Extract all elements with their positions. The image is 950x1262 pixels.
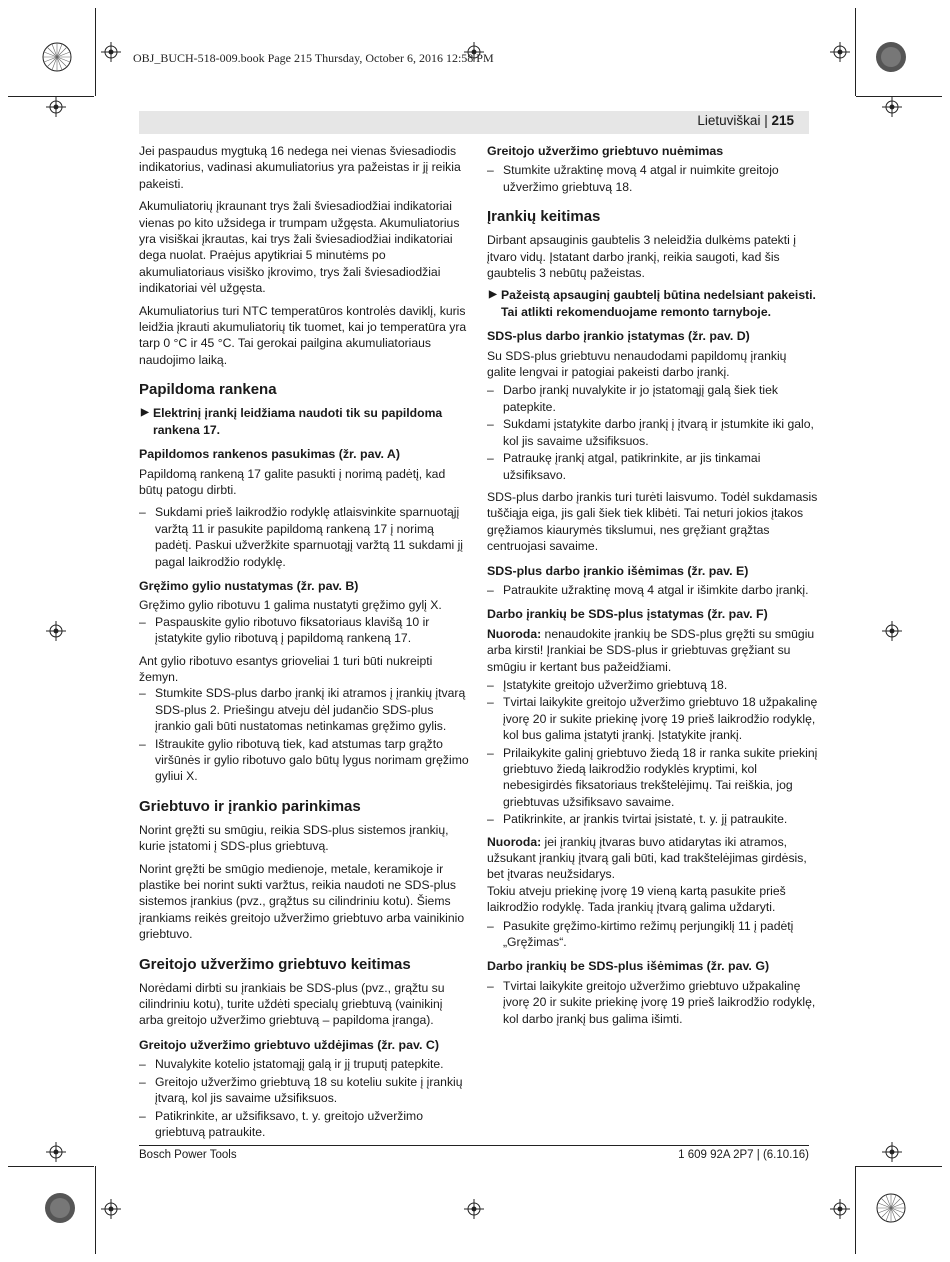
crop-line [95,1166,96,1254]
footer-doc-number: 1 609 92A 2P7 | (6.10.16) [678,1149,809,1161]
subsection-heading: Greitojo užveržimo griebtuvo nuėmimas [487,144,724,158]
list-item: – Nuvalykite kotelio įstatomąjį galą ir jį truputį patepkite. [139,1056,470,1072]
list-item: – Stumkite SDS-plus darbo įrankį iki atramos į įrankių įtvarą SDS-plus 2. Priešingu atveju dėl judančio SDS-plus įrankio gali būti nustatomas netinkamas gręžimo gylis. [139,685,470,734]
subsection-heading: SDS-plus darbo įrankio išėmimas (žr. pav. E) [487,563,749,578]
paragraph: Ant gylio ribotuvo esantys grioveliai 1 turi būti nukreipti žemyn. [139,653,433,684]
paragraph: Norint gręžti su smūgiu, reikia SDS-plus sistemos įrankių, kurie įstatomi į SDS-plus griebtuvą. [139,822,449,854]
section-heading: Įrankių keitimas [487,208,601,226]
warning-text: Pažeistą apsauginį gaubtelį būtina nedelsiant pakeisti. Tai atlikti rekomenduojame remonto tarnyboje. [501,288,816,319]
list-item: – Sukdami įstatykite darbo įrankį į įtvarą ir įstumkite iki galo, kol jis savaime užsifiksuos. [487,416,818,449]
dash-list [487,677,818,828]
paragraph: Tokiu atveju priekinę įvorę 19 vieną kartą pasukite prieš laikrodžio rodyklę. Tada įrankių įtvarą galima uždaryti. [487,883,786,915]
crop-line [855,8,856,96]
subsection-heading: Gręžimo gylio nustatymas (žr. pav. B) [139,578,359,593]
crop-line [8,1166,94,1167]
dash-list [487,918,818,951]
paragraph: SDS-plus darbo įrankis turi turėti laisvumo. Todėl sukdamasis tuščiąja eiga, jis gali šiek tiek klibėti. Tai neturi jokios įtakos gręžiamos kiaurymės tikslumui, nes gręžiant grąžtas centruojasi savaime. [487,489,818,554]
list-item: – Stumkite užraktinę movą 4 atgal ir nuimkite greitojo užveržimo griebtuvą 18. [487,162,818,195]
crosshair-mark [46,97,66,117]
left-column [139,143,470,1146]
crop-line [855,1166,856,1254]
section-heading: Griebtuvo ir įrankio parinkimas [139,797,361,815]
registration-mark-top-right [869,35,913,79]
list-item: – Prilaikykite galinį griebtuvo žiedą 18 ir ranka sukite priekinį griebtuvo žiedą laikrodžio rodyklės kryptimi, kol nebesigirdės fiksatoriaus trekštelėjimų. Tai reiškia, jog griebtuvas užsifiksavo savaime. [487,745,818,811]
warning-text: Elektrinį įrankį leidžiama naudoti tik su papildoma rankena 17. [153,406,443,437]
section-heading: Papildoma rankena [139,381,277,399]
triangle-bullet-icon: ▶ [141,407,149,419]
note-paragraph [487,834,818,883]
paragraph: Papildomą rankeną 17 galite pasukti į norimą padėtį, kad būtų patogu dirbti. [139,466,446,497]
list-item: – Sukdami prieš laikrodžio rodyklę atlaisvinkite sparnuotąjį varžtą 11 ir pasukite papildomą rankeną 17 į norimą padėtį. Paskui užveržkite sparnuotąjį varžtą 11 sukdami jį pagal laikrodžio rodyklę. [139,504,470,570]
registration-mark-bottom-left [38,1186,82,1230]
crop-line [856,96,942,97]
note-text: nenaudokite įrankių be SDS-plus gręžti su smūgiu arba kirsti! Įrankiai be SDS-plus ir griebtuvas gręžiant su smūgiu ir kertant bus pažeidžiami. [487,626,815,674]
list-item: – Pasukite gręžimo-kirtimo režimų perjungiklį 11 į padėtį „Gręžimas“. [487,918,818,951]
crosshair-mark [101,1199,121,1219]
crop-line [8,96,94,97]
registration-mark-bottom-right [869,1186,913,1230]
dash-list [487,162,818,195]
list-item: – Tvirtai laikykite greitojo užveržimo griebtuvo 18 užpakalinę įvorę 20 ir sukite priekinę įvorę 19 prieš laikrodžio rodyklę, kol bus galima įstatyti įrankį. Įstatykite įrankį. [487,694,818,743]
dash-list [139,504,470,570]
list-item: – Įstatykite greitojo užveržimo griebtuvą 18. [487,677,818,693]
dash-list [487,978,818,1027]
footer-rule [139,1145,809,1146]
header-language: Lietuviškai | [697,113,768,128]
warning-note [139,405,470,438]
list-item: – Darbo įrankį nuvalykite ir jo įstatomąjį galą šiek tiek patepkite. [487,382,818,415]
paragraph: Gręžimo gylio ribotuvu 1 galima nustatyti gręžimo gylį X. [139,598,442,613]
crosshair-mark [46,621,66,641]
registration-mark-top-left [35,35,79,79]
right-column [487,143,818,1033]
page-header [697,113,794,128]
subsection-heading: Darbo įrankių be SDS-plus išėmimas (žr. pav. G) [487,959,770,974]
crosshair-mark [830,1199,850,1219]
page-number: 215 [771,113,794,128]
dash-list [487,582,818,598]
paragraph: Norint gręžti be smūgio medienoje, metale, keramikoje ir plastike bei norint sukti varžtus, reikia naudoti ne SDS-plus sistemos įrankius (pvz., grąžtus su cilindriniu kotu). Šiems įrankiams reikės greitojo užveržimo griebtuvo arba vainikinio griebtuvo. [139,861,465,942]
crosshair-mark [101,42,121,62]
list-item: – Ištraukite gylio ribotuvą tiek, kad atstumas tarp grąžto viršūnės ir gylio ribotuvo galo būtų lygus norimam gręžimo gyliui X. [139,736,470,785]
crosshair-mark [464,1199,484,1219]
triangle-bullet-icon: ▶ [489,289,497,301]
note-label: Nuoroda: [487,626,542,641]
crosshair-mark [830,42,850,62]
note-text: jei įrankių įtvaras buvo atidarytas iki atramos, užsukant įrankių įtvarą gali būti, kad trakštelėjimas girdėsis, bet įtvaras neužsidarys. [487,834,807,882]
crop-line [95,8,96,96]
dash-list [139,614,470,647]
dash-list [139,685,470,784]
list-item: – Greitojo užveržimo griebtuvą 18 su koteliu sukite į įrankių įtvarą, kol jis savaime užsifiksuos. [139,1074,470,1107]
paragraph: Norėdami dirbti su įrankiais be SDS-plus (pvz., grąžtu su cilindriniu kotu), turite uždėti specialų griebtuvą (vainikinį arba greitojo užveržimo griebtuvą – papildoma įranga). [139,980,445,1028]
paragraph: Dirbant apsauginis gaubtelis 3 neleidžia dulkėms patekti į įtvaro vidų. Įstatant darbo įrankį, reikia saugoti, kad šis gaubtelis 3 nebūtų pažeistas. [487,233,796,281]
paragraph: Su SDS-plus griebtuvu nenaudodami papildomų įrankių galite lengvai ir patogiai pakeisti darbo įrankį. [487,348,787,380]
list-item: – Patraukite užraktinę movą 4 atgal ir išimkite darbo įrankį. [487,582,818,598]
note-paragraph [487,626,818,675]
list-item: – Patikrinkite, ar įrankis tvirtai įsistatė, t. y. jį patraukite. [487,811,818,827]
crosshair-mark [882,97,902,117]
print-info-line: OBJ_BUCH-518-009.book Page 215 Thursday, October 6, 2016 12:58 PM [133,51,494,65]
footer-brand: Bosch Power Tools [139,1149,237,1161]
dash-list [139,1056,470,1140]
subsection-heading: Greitojo užveržimo griebtuvo uždėjimas (žr. pav. C) [139,1037,439,1052]
paragraph: Akumuliatorius turi NTC temperatūros kontrolės daviklį, kuris leidžia įkrauti akumuliatorių tik tuomet, kai jo temperatūra yra tarp 0 °C ir 45 °C. Tai gerokai pailgina akumuliatoriaus naudojimo laiką. [139,303,467,367]
subsection-heading: Papildomos rankenos pasukimas (žr. pav. A) [139,447,400,462]
paragraph: Jei paspaudus mygtuką 16 nedega nei vienas šviesadiodis indikatorius, vadinasi akumuliatorius yra pažeistas ir jį reikia pakeisti. [139,144,461,191]
crosshair-mark [882,1142,902,1162]
list-item: – Patraukę įrankį atgal, patikrinkite, ar jis tinkamai užsifiksavo. [487,450,818,483]
paragraph: Akumuliatorių įkraunant trys žali šviesadiodžiai indikatoriai vienas po kito užsidega ir trumpam užgęsta. Akumuliatorius yra visiškai įkrautas, kai trys žali šviesadiodžiai indikatoriai dega nuolat. Praėjus apytikriai 5 minutėms po akumuliatoriaus visiško įkrovimo, trys žali šviesadiodžiai indikatoriai vėl užgęsta. [139,199,460,296]
crosshair-mark [882,621,902,641]
list-item: – Tvirtai laikykite greitojo užveržimo griebtuvo užpakalinę įvorę 20 ir sukite priekinę įvorę 19 prieš laikrodžio rodyklę, kol darbo įrankį bus galima išimti. [487,978,818,1027]
subsection-heading: Darbo įrankių be SDS-plus įstatymas (žr. pav. F) [487,607,768,622]
subsection-heading: SDS-plus darbo įrankio įstatymas (žr. pav. D) [487,329,750,344]
crosshair-mark [46,1142,66,1162]
warning-note [487,287,818,320]
list-item: – Paspauskite gylio ribotuvo fiksatoriaus klavišą 10 ir įstatykite gylio ribotuvą į papildomą rankeną 17. [139,614,470,647]
crop-line [856,1166,942,1167]
section-heading: Greitojo užveržimo griebtuvo keitimas [139,955,411,973]
note-label: Nuoroda: [487,834,542,849]
dash-list [487,382,818,482]
list-item: – Patikrinkite, ar užsifiksavo, t. y. greitojo užveržimo griebtuvą patraukite. [139,1108,470,1141]
